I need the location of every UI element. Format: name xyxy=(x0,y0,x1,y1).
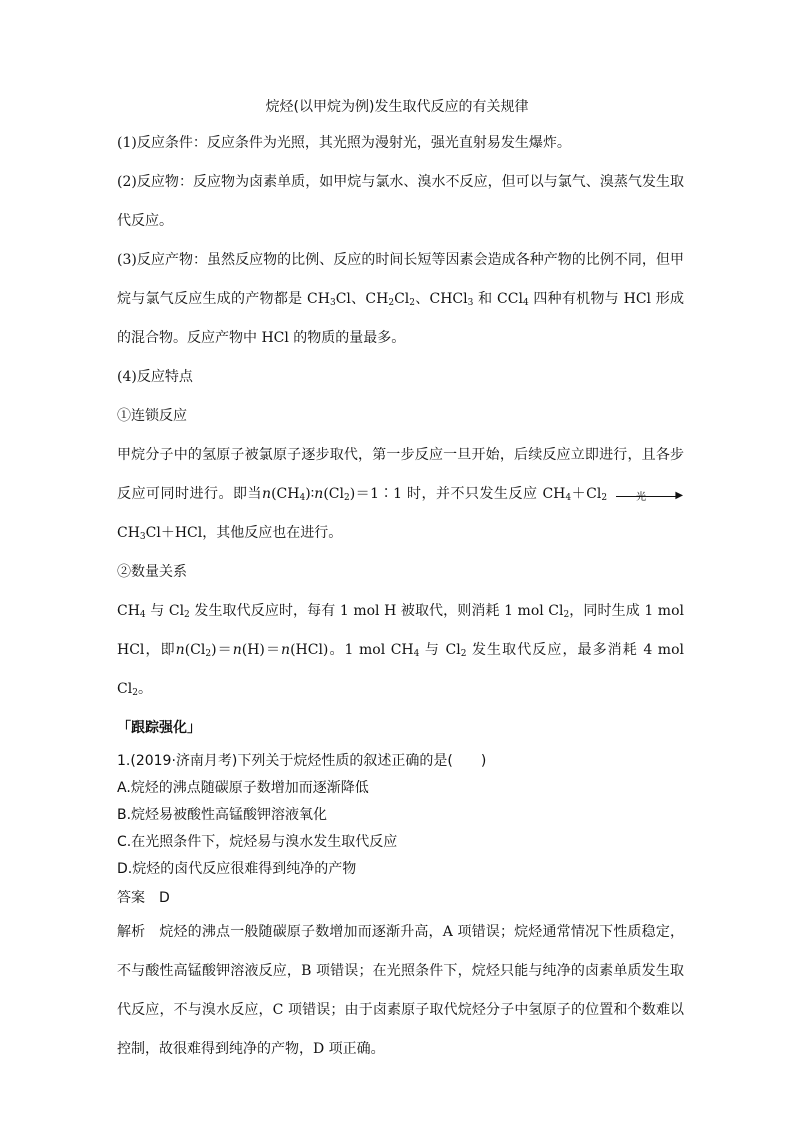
quantity-text-e: 发生取代反应，最多消耗 4 mol Cl xyxy=(117,642,684,697)
section-heading-practice: 「跟踪强化」 xyxy=(117,720,201,736)
reaction-condition-light: 光 xyxy=(636,492,647,503)
answer-value: D xyxy=(159,890,170,906)
paragraph-products: (3)反应产物：虽然反应物的比例、反应的时间长短等因素会造成各种产物的比例不同，但甲烷与氯气反应生成的产物都是 $CH_3Cl$、$CH_2Cl_2$、CHCl$_3$ 和 CCl$_4$ 四种有机物与 HCl 形成的混合物。反应产物中 HCl 的物质的量最多。 xyxy=(117,252,684,346)
content-body xyxy=(117,124,684,1069)
answer-line xyxy=(117,883,684,913)
question-option-a: A.烷烃的沸点随碳原子数增加而逐渐降低 xyxy=(117,780,369,796)
reaction-arrow: 光 ▶ xyxy=(616,487,680,501)
paragraph-features-heading: (4)反应特点 xyxy=(117,369,193,385)
chain-text-a: 甲烷分子中的氢原子被氯原子逐步取代，第一步反应一旦开始，后续反应立即进行，且各步反应可同时进行。即当 xyxy=(117,447,684,502)
paragraph-quantity-relation: $CH_4$ 与 $Cl_2$ 发生取代反应时，每有 1 mol H 被取代，则消耗 1 mol $Cl_2$，同时生成 1 mol HCl，即$n(Cl_2)=n(H)=n(HCl)$。1 mol $CH_4$ 与 $Cl_2$ 发生取代反应，最多消耗 4 mol $Cl_2$。 xyxy=(117,603,684,698)
question-stem: 1.(2019·济南月考)下列关于烷烃性质的叙述正确的是( ) xyxy=(117,753,487,769)
explanation-text: 烷烃的沸点一般随碳原子数增加而逐渐升高，A 项错误；烷烃通常情况下性质稳定，不与酸性高锰酸钾溶液反应，B 项错误；在光照条件下，烷烃只能与纯净的卤素单质发生取代反应，不与溴水反应，C 项错误；由于卤素原子取代烷烃分子中氢原子的位置和个数难以控制，故很难得到纯净的产物，D 项正确。 xyxy=(117,924,685,1057)
explanation xyxy=(117,913,684,1069)
explanation-label: 解析 xyxy=(117,924,146,940)
paragraph-chain-reaction: 甲烷分子中的氢原子被氯原子逐步取代，第一步反应一旦开始，后续反应立即进行，且各步反应可同时进行。即当$n(CH_4)∶n(Cl_2)=1∶1$ 时，并不只发生反应 $CH_4+Cl_2$ 光 ▶ $CH_3Cl+HCl$，其他反应也在进行。 xyxy=(117,447,684,542)
question-option-c: C.在光照条件下，烷烃易与溴水发生取代反应 xyxy=(117,834,398,850)
subheading-chain-reaction: ①连锁反应 xyxy=(117,408,187,424)
quantity-text-b: ，同时生成 1 mol HCl， xyxy=(117,603,684,658)
chain-text-c: ，其他反应也在进行。 xyxy=(202,525,343,541)
products-text-b: 形成的混合物。反应产物中 HCl 的物质的量最多。 xyxy=(117,291,684,346)
page-title: 烷烃(以甲烷为例)发生取代反应的有关规律 xyxy=(265,99,529,115)
answer-label: 答案 xyxy=(117,890,145,906)
products-text-a: (3)反应产物：虽然反应物的比例、反应的时间长短等因素会造成各种产物的比例不同，但甲烷与氯气反应生成的产物都是 xyxy=(117,252,684,307)
question-option-d: D.烷烃的卤代反应很难得到纯净的产物 xyxy=(117,861,357,877)
quantity-text-f: 。 xyxy=(137,681,152,697)
quantity-text-a: 发生取代反应时，每有 1 mol H 被取代，则消耗 1 mol Cl xyxy=(194,603,564,619)
paragraph-reactants: (2)反应物：反应物为卤素单质，如甲烷与氯水、溴水不反应，但可以与氯气、溴蒸气发生取代反应。 xyxy=(117,174,684,229)
question-option-b: B.烷烃易被酸性高锰酸钾溶液氧化 xyxy=(117,807,328,823)
quantity-text-d: 与 Cl xyxy=(419,642,461,658)
subheading-quantity-relation: ②数量关系 xyxy=(117,564,187,580)
question-1 xyxy=(117,748,684,1069)
paragraph-reaction-conditions: (1)反应条件：反应条件为光照，其光照为漫射光，强光直射易发生爆炸。 xyxy=(117,135,571,151)
quantity-text-c: 。1 mol CH xyxy=(328,642,414,658)
chain-text-b: 时，并不只发生反应 xyxy=(406,486,543,502)
